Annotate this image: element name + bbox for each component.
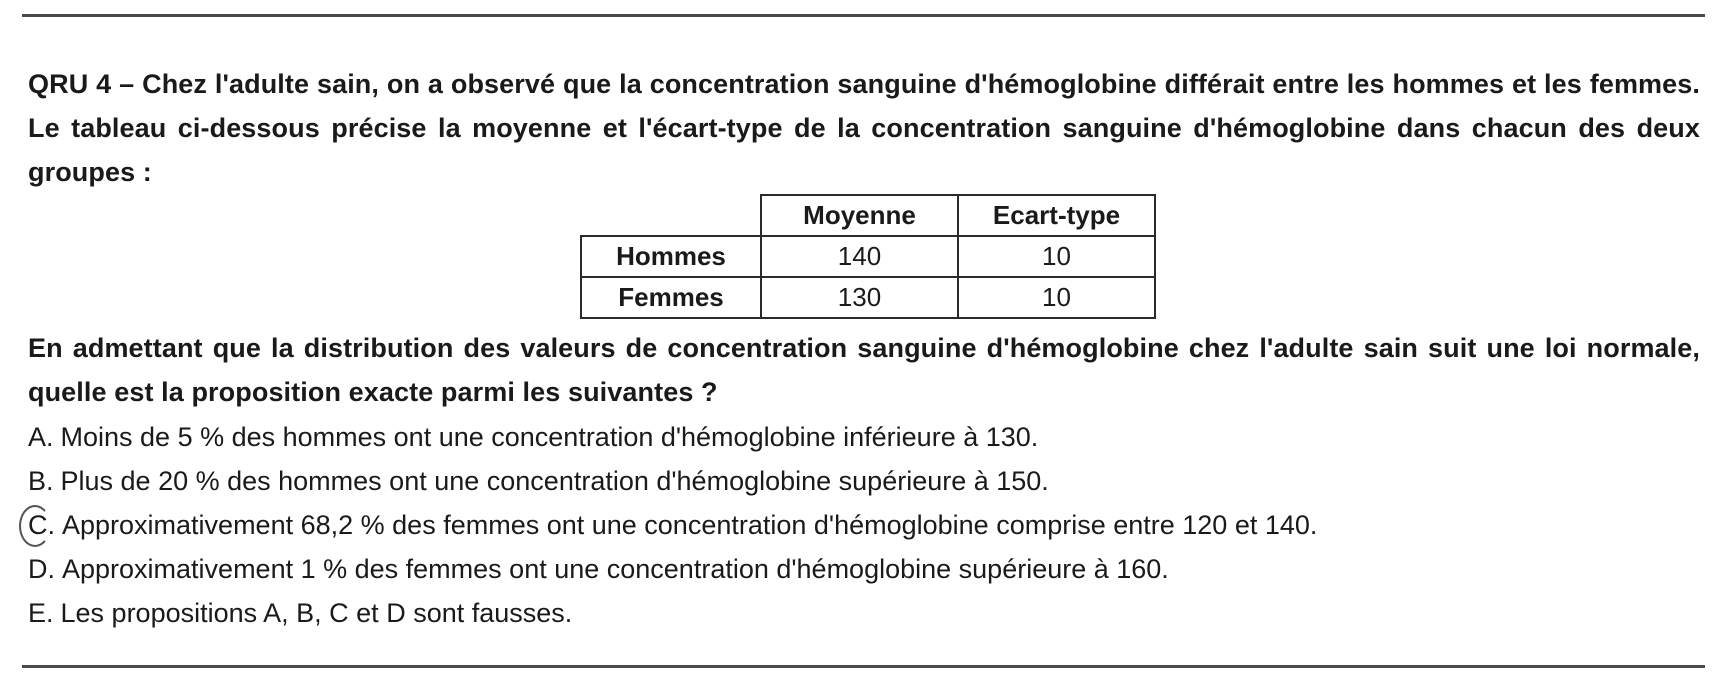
question-prompt: En admettant que la distribution des valeurs de concentration sanguine d'hémoglobine chez l'adulte sain suit une loi normale, quelle est la proposition exacte parmi les suivantes ? bbox=[28, 333, 1700, 407]
header-ecart-type: Ecart-type bbox=[958, 195, 1155, 236]
option-text: Moins de 5 % des hommes ont une concentration d'hémoglobine inférieure à 130. bbox=[60, 422, 1039, 452]
option-a[interactable] bbox=[28, 415, 1700, 459]
cell-hommes-ecart-type: 10 bbox=[958, 236, 1155, 277]
cell-femmes-moyenne: 130 bbox=[761, 277, 958, 318]
header-moyenne: Moyenne bbox=[761, 195, 958, 236]
table-corner bbox=[581, 195, 761, 236]
bottom-divider bbox=[22, 665, 1705, 668]
cell-hommes-moyenne: 140 bbox=[761, 236, 958, 277]
option-letter: B. bbox=[28, 466, 54, 496]
table-row bbox=[581, 236, 1155, 277]
hemoglobin-table bbox=[580, 194, 1156, 319]
top-divider bbox=[22, 14, 1705, 17]
option-text: Approximativement 68,2 % des femmes ont une concentration d'hémoglobine comprise entre 120 et 140. bbox=[62, 510, 1318, 540]
row-label-femmes: Femmes bbox=[581, 277, 761, 318]
answer-options bbox=[28, 415, 1700, 635]
option-c[interactable] bbox=[28, 503, 1700, 547]
option-letter: C. bbox=[28, 510, 55, 540]
question-stem: QRU 4 – Chez l'adulte sain, on a observé que la concentration sanguine d'hémoglobine différait entre les hommes et les femmes. Le tableau ci-dessous précise la moyenne et l'écart-type de la concentration sanguine d'hémoglobine dans chacun des deux groupes : bbox=[28, 69, 1700, 187]
option-text: Approximativement 1 % des femmes ont une concentration d'hémoglobine supérieure à 160. bbox=[62, 554, 1169, 584]
option-b[interactable] bbox=[28, 459, 1700, 503]
option-e[interactable] bbox=[28, 591, 1700, 635]
option-letter: E. bbox=[28, 598, 54, 628]
option-text: Plus de 20 % des hommes ont une concentration d'hémoglobine supérieure à 150. bbox=[60, 466, 1049, 496]
option-letter: A. bbox=[28, 422, 54, 452]
cell-femmes-ecart-type: 10 bbox=[958, 277, 1155, 318]
row-label-hommes: Hommes bbox=[581, 236, 761, 277]
option-text: Les propositions A, B, C et D sont fausses. bbox=[60, 598, 573, 628]
option-d[interactable] bbox=[28, 547, 1700, 591]
option-letter: D. bbox=[28, 554, 55, 584]
circled-answer-mark bbox=[19, 505, 51, 547]
table-header-row bbox=[581, 195, 1155, 236]
table-row bbox=[581, 277, 1155, 318]
